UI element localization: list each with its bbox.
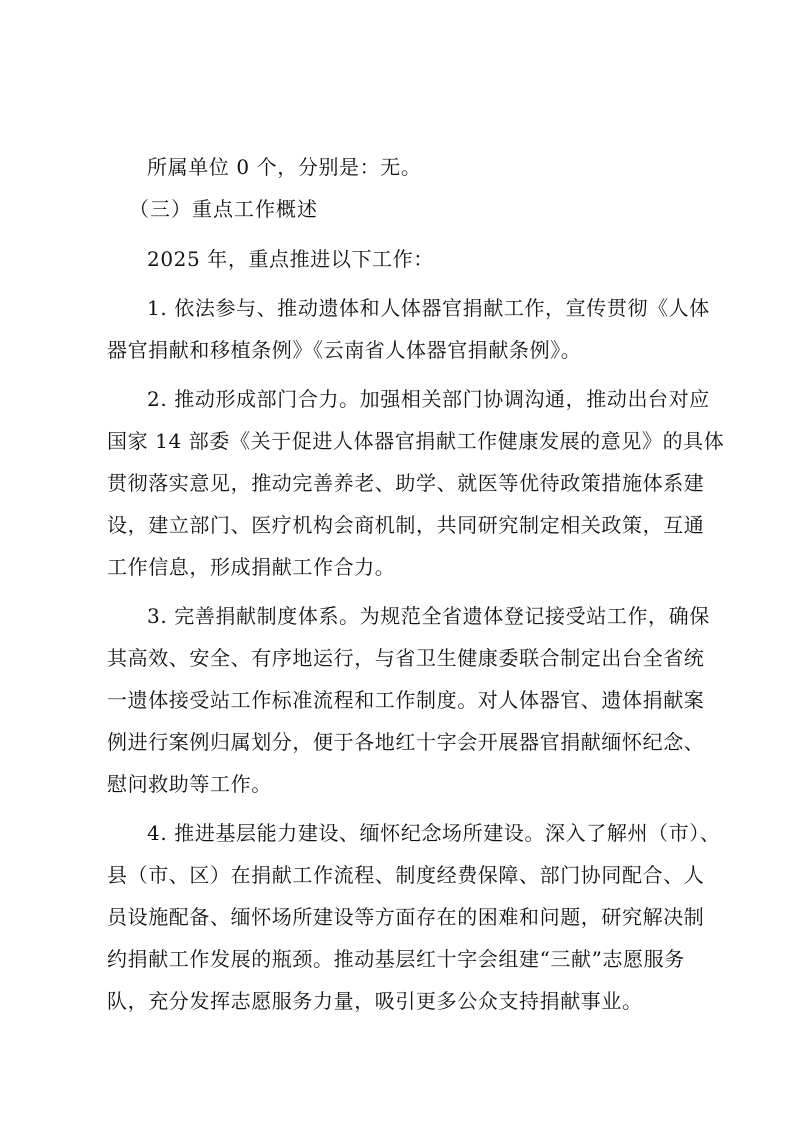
lead-paragraph: 2025 年，重点推进以下工作：: [147, 247, 434, 271]
item-2-line: 国家 14 部委《关于促进人体器官捐献工作健康发展的意见》的具体: [107, 429, 725, 453]
item-2-line: 设，建立部门、医疗机构会商机制，共同研究制定相关政策，互通: [107, 513, 705, 537]
item-2-line: 2. 推动形成部门合力。加强相关部门协调沟通，推动出台对应: [147, 387, 710, 411]
item-1-paragraph: [107, 287, 710, 371]
item-3-line: 一遗体接受站工作标准流程和工作制度。对人体器官、遗体捐献案: [107, 688, 705, 712]
item-4-line: 队，充分发挥志愿服务力量，吸引更多公众支持捐献事业。: [107, 989, 643, 1013]
item-3-line: 例进行案例归属划分，便于各地红十字会开展器官捐献缅怀纪念、: [107, 730, 705, 754]
item-4-line: 4. 推进基层能力建设、缅怀纪念场所建设。深入了解州（市）、: [147, 821, 721, 845]
item-1-line: 器官捐献和移植条例》《云南省人体器官捐献条例》。: [107, 338, 582, 362]
item-3-line: 3. 完善捐献制度体系。为规范全省遗体登记接受站工作，确保: [147, 604, 710, 628]
item-2-line: 工作信息，形成捐献工作合力。: [107, 555, 396, 579]
item-2-line: 贯彻落实意见，推动完善养老、助学、就医等优待政策措施体系建: [107, 471, 705, 495]
item-1-line: 1. 依法参与、推动遗体和人体器官捐献工作，宣传贯彻《人体: [147, 296, 710, 320]
item-4-paragraph: [107, 812, 721, 1022]
item-3-line: 其高效、安全、有序地运行，与省卫生健康委联合制定出台全省统: [107, 646, 705, 670]
item-4-line: 县（市、区）在捐献工作流程、制度经费保障、部门协同配合、人: [107, 863, 705, 887]
section-heading: （三）重点工作概述: [129, 197, 318, 221]
document-body: [107, 146, 725, 1022]
item-4-line: 约捐献工作发展的瓶颈。推动基层红十字会组建“三献”志愿服务: [107, 947, 685, 971]
item-4-line: 员设施配备、缅怀场所建设等方面存在的困难和问题，研究解决制: [107, 905, 705, 929]
item-3-paragraph: [107, 595, 710, 805]
item-2-paragraph: [107, 378, 725, 588]
item-3-line: 慰问救助等工作。: [107, 772, 272, 796]
intro-line: 所属单位 0 个，分别是：无。: [147, 155, 422, 179]
